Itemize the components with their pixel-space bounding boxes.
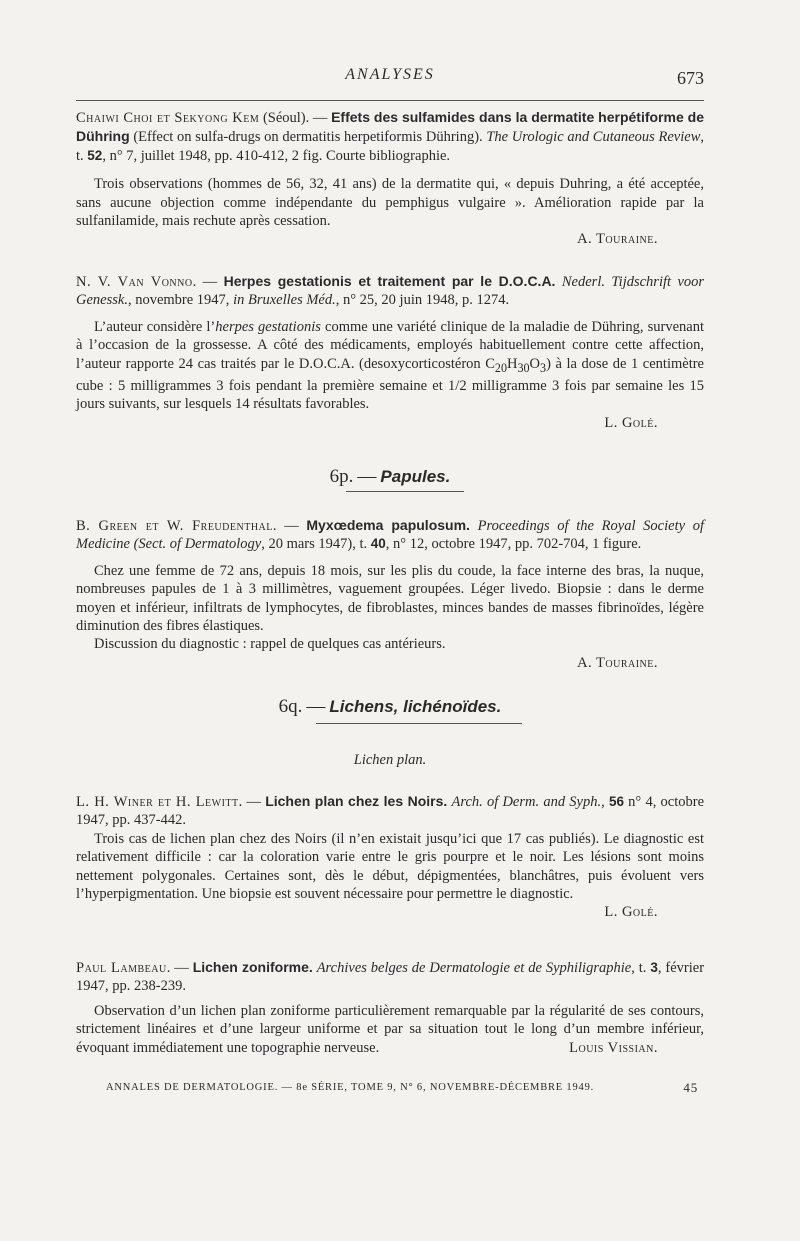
abstract-body: Observation d’un lichen plan zoniforme particulièrement remarquable par la régularité de ses contours, strictement linéaires et d’une largeur uniforme et par sa situation tout le long d’un membre inférieur, évoquant immédiatement une topographie nerveuse. (76, 1002, 704, 1056)
citation-details-secondary: , n° 25, 20 juin 1948, p. 1274. (335, 292, 510, 309)
section-code: 6p. (329, 466, 354, 487)
volume: 40 (370, 536, 386, 552)
body-text-part: ) à la dose de 1 centimètre cube : 5 milligrammes 3 fois pendant la première semaine et 1/2 milligramme 3 fois par semaine les 15 jours suivants, sur lesquels 14 résultats favorables. (76, 355, 704, 413)
citation-details: , n° 7, juillet 1948, pp. 410-412, 2 fig. Courte bibliographie. (102, 147, 451, 164)
section-code: 6q. (278, 696, 303, 717)
location: . — (272, 518, 307, 534)
article-title: Lichen plan chez les Noirs. (265, 793, 448, 809)
citation-pre-volume: , t. (76, 129, 704, 164)
citation-details: , février 1947, pp. 238-239. (76, 960, 705, 995)
abstract-entry (76, 792, 704, 922)
formula-subscript: 20 (494, 360, 507, 375)
section-label: Lichens, lichénoïdes. (329, 697, 502, 716)
section-label: Papules. (380, 467, 451, 486)
citation (76, 958, 704, 996)
abstract-body-discussion: Discussion du diagnostic : rappel de quelques cas antérieurs. (94, 636, 446, 653)
article-title: Lichen zoniforme. (192, 959, 313, 975)
journal-name-secondary: in Bruxelles Méd. (233, 292, 336, 309)
volume: 3 (650, 960, 658, 975)
abstract-entry (76, 958, 704, 1057)
reviewer-signature: A. Touraine. (577, 654, 658, 671)
authors: N. V. Van Vonno (76, 274, 193, 290)
location: . — (238, 794, 266, 810)
reviewer-signature: Louis Vissian. (569, 1040, 658, 1057)
section-dash: — (357, 466, 377, 487)
journal-name: Proceedings of the Royal Society of Medicine (Sect. of Dermatology (76, 518, 705, 553)
header-rule (76, 100, 704, 101)
formula-subscript: 3 (540, 360, 547, 375)
article-title: Effets des sulfamides dans la dermatite herpétiforme de Dühring (76, 109, 704, 145)
abstract-body: Trois observations (hommes de 56, 32, 41 ans) de la dermatite qui, « depuis Duhring, a été acceptée, sans aucune objection comme indépendante du pemphigus vulgaire ». Amélioration rapide par la sulfanilamide, mais rechute après cessation. (76, 176, 704, 230)
citation (76, 272, 704, 310)
abstract-body: Trois cas de lichen plan chez des Noirs (il n’en existait jusqu’ici que 17 cas publiés). Le diagnostic est relativement difficile : car la coloration varie entre le gris pourpre et le noir. Les lésions sont moins nettement polygonales. Certaines sont, dès le début, dépigmentées, blanchâtres, puis évoluent vers l’hyperpigmentation. Une biopsie est souvent nécessaire pour permettre le diagnostic. (76, 830, 704, 903)
citation (76, 792, 704, 830)
article-title: Myxœdema papulosum. (306, 517, 470, 533)
citation-details: n° 4, octobre 1947, pp. 437-442. (76, 794, 705, 829)
authors: Paul Lambeau (76, 960, 167, 976)
citation (76, 516, 704, 554)
volume: 56 (608, 794, 624, 809)
body-text-part: comme une variété clinique de la maladie de Dühring, survenant à l’occasion de la grossesse. A côté des médicaments, employés habituellement contre cette affection, l’auteur rapporte 24 cas traités par le D.O.C.A. (desoxycorticostéron C (76, 318, 704, 372)
footer-citation: ANNALES DE DERMATOLOGIE. — 8e SÉRIE, TOME 9, N° 6, NOVEMBRE-DÉCEMBRE 1949. (106, 1082, 595, 1093)
authors: Chaiwi Choi et Sekyong Kem (76, 110, 260, 126)
abstract-entry (76, 272, 704, 432)
journal-name: Arch. of Derm. and Syph. (451, 794, 602, 810)
reviewer-signature: L. Golé. (604, 414, 658, 431)
section-underline (316, 723, 522, 724)
section-underline (346, 491, 464, 492)
abstract-entry (76, 108, 704, 249)
abstract-body: Chez une femme de 72 ans, depuis 18 mois, sur les plis du coude, la face interne des bras, la nuque, nombreuses papules de 1 à 3 millimètres, vaguement groupées. Léger livedo. Biopsie : dans le derme moyen et inférieur, infiltrats de lymphocytes, de fibroblastes, minces bandes de masses fibrinoïdes, légère diminution des fibres élastiques. (76, 562, 704, 635)
citation-pre-volume: , 20 mars 1947), t. (261, 536, 371, 553)
authors: L. H. Winer et H. Lewitt (76, 794, 239, 810)
citation-details: , n° 12, octobre 1947, pp. 702-704, 1 figure. (385, 536, 642, 553)
running-head (76, 64, 704, 92)
reviewer-signature: A. Touraine. (577, 231, 658, 248)
formula-subscript: 30 (517, 360, 530, 375)
formula-part: H (506, 355, 518, 372)
body-emphasis: herpes gestationis (215, 318, 321, 335)
article-title: Herpes gestationis et traitement par le D.O.C.A. (223, 273, 556, 289)
journal-name: The Urologic and Cutaneous Review (486, 129, 701, 146)
reviewer-signature: L. Golé. (604, 904, 658, 921)
citation-pre-volume: , t. (631, 960, 651, 976)
formula-part: O (529, 355, 541, 372)
running-title: ANALYSES (345, 66, 435, 83)
citation (76, 108, 704, 165)
section-dash: — (306, 696, 326, 717)
journal-name: Nederl. Tijdschrift voor Genessk. (76, 274, 705, 309)
section-heading-lichens (76, 696, 704, 718)
location: (Séoul). — (259, 110, 332, 126)
location: . — (166, 960, 193, 976)
footer-page-number: 45 (683, 1080, 698, 1095)
volume: 52 (87, 147, 103, 163)
page-number: 673 (677, 68, 704, 88)
citation-details: , novembre 1947, (127, 292, 234, 309)
location: . — (192, 274, 224, 290)
body-text-part: L’auteur considère l’ (94, 318, 216, 335)
abstract-entry (76, 516, 704, 672)
title-translation: (Effect on sulfa-drugs on dermatitis herpetiformis Dühring). (129, 129, 487, 146)
abstract-body (76, 318, 704, 414)
journal-name: Archives belges de Dermatologie et de Syphiligraphie (316, 960, 632, 976)
subsection-lichen-plan: Lichen plan. (353, 752, 427, 768)
citation-pre-volume: , (601, 794, 609, 810)
section-heading-papules (76, 466, 704, 488)
authors: B. Green et W. Freudenthal (76, 518, 273, 534)
